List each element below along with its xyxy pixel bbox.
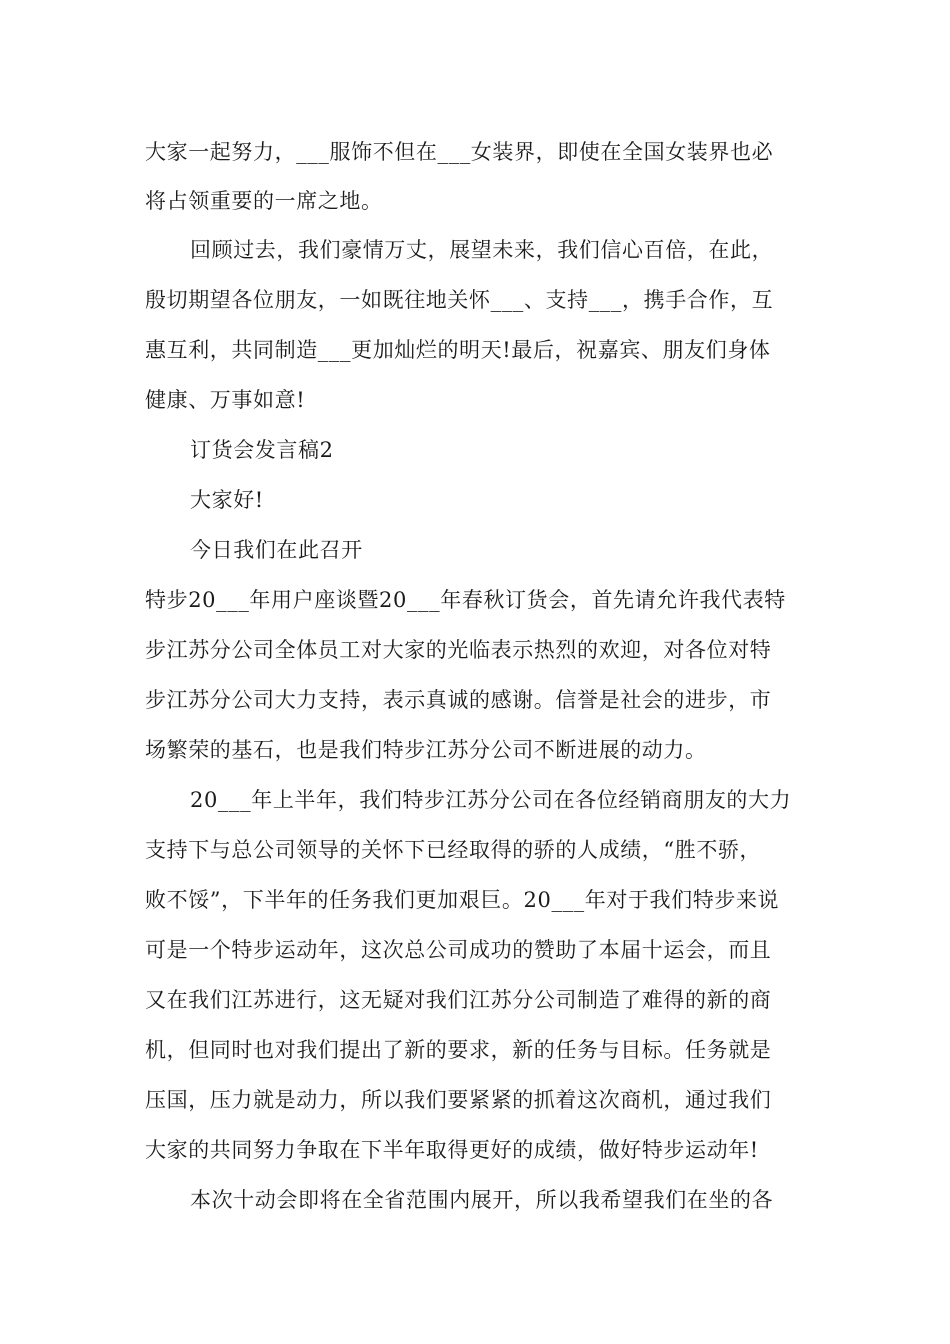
text-line: 将占领重要的一席之地。	[145, 189, 383, 213]
text-line: 又在我们江苏进行，这无疑对我们江苏分公司制造了难得的新的商	[145, 988, 772, 1012]
paragraph-start-line: 20___年上半年，我们特步江苏分公司在各位经销商朋友的大力	[190, 788, 792, 812]
text-line: 支持下与总公司领导的关怀下已经取得的骄的人成绩，“胜不骄，	[145, 838, 762, 862]
paragraph-start-line: 今日我们在此召开	[190, 538, 363, 562]
text-line: 大家的共同努力争取在下半年取得更好的成绩，做好特步运动年!	[145, 1138, 759, 1162]
text-line: 败不馁”，下半年的任务我们更加艰巨。20___年对于我们特步来说	[145, 888, 780, 912]
text-line: 机，但同时也对我们提出了新的要求，新的任务与目标。任务就是	[145, 1038, 772, 1062]
text-line: 场繁荣的基石，也是我们特步江苏分公司不断进展的动力。	[145, 738, 707, 762]
text-line: 步江苏分公司大力支持，表示真诚的感谢。信誉是社会的进步，市	[145, 688, 772, 712]
text-line: 步江苏分公司全体员工对大家的光临表示热烈的欢迎，对各位对特	[145, 638, 772, 662]
text-line: 健康、万事如意!	[145, 388, 306, 412]
section-heading: 订货会发言稿2	[190, 438, 334, 462]
text-line: 特步20___年用户座谈暨20___年春秋订货会，首先请允许我代表特	[145, 588, 786, 612]
text-line: 压国，压力就是动力，所以我们要紧紧的抓着这次商机，通过我们	[145, 1088, 772, 1112]
text-line: 殷切期望各位朋友，一如既往地关怀___、支持___，携手合作，互	[145, 288, 774, 312]
paragraph-start-line: 回顾过去，我们豪情万丈，展望未来，我们信心百倍，在此，	[190, 238, 774, 262]
greeting-line: 大家好!	[190, 488, 264, 512]
paragraph-start-line: 本次十动会即将在全省范围内展开，所以我希望我们在坐的各	[190, 1188, 774, 1212]
text-line: 惠互利，共同制造___更加灿烂的明天!最后，祝嘉宾、朋友们身体	[145, 338, 771, 362]
text-line: 可是一个特步运动年，这次总公司成功的赞助了本届十运会，而且	[145, 938, 772, 962]
text-line: 大家一起努力，___服饰不但在___女装界，即使在全国女装界也必	[145, 140, 774, 164]
